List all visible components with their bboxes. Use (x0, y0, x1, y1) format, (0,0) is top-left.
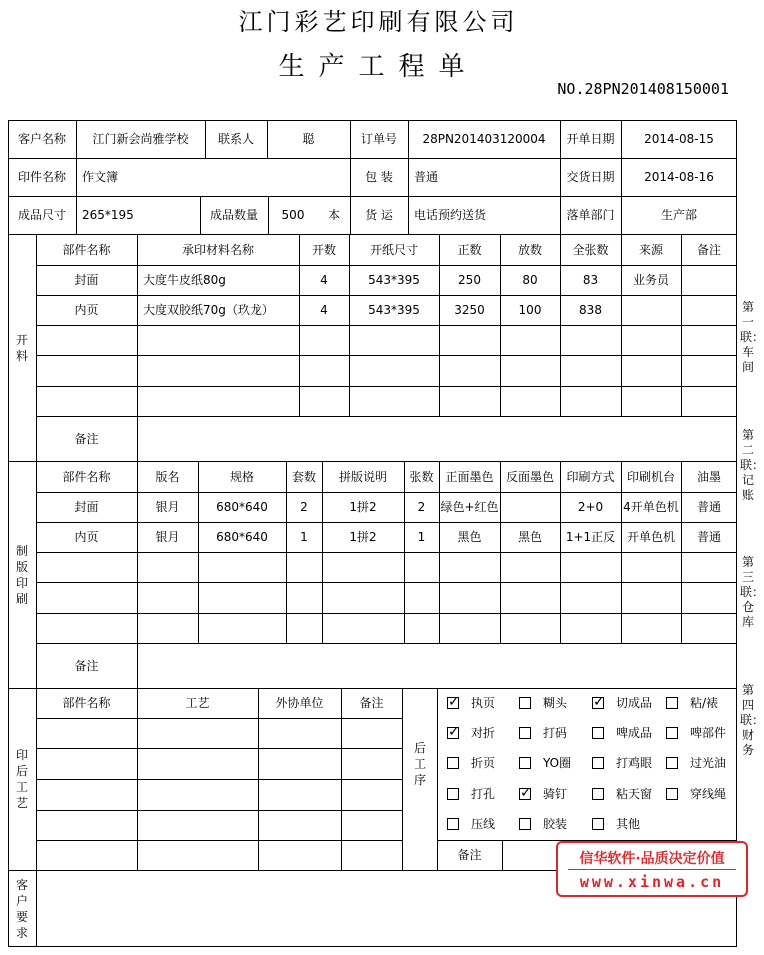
contact-value: 聪 (302, 132, 315, 146)
stamp-divider (568, 869, 736, 870)
open-date-label: 开单日期 (566, 132, 615, 146)
customer-value: 江门新会尚雅学校 (92, 132, 189, 146)
customer-label: 客户名称 (17, 132, 66, 146)
plate-cell: 2 (417, 499, 426, 514)
pack-value: 普通 (414, 170, 439, 184)
cutting-cell: 业务员 (632, 273, 669, 287)
grid-line (36, 613, 737, 614)
grid-line (36, 325, 737, 326)
cutting-cell: 100 (518, 303, 542, 317)
cutting-section-label: 开料 (15, 332, 28, 363)
item-label: 印件名称 (17, 170, 66, 184)
grid-line (36, 355, 737, 356)
qty-label: 成品数量 (209, 208, 258, 222)
cutting-cell: 3250 (454, 303, 485, 317)
document-title: 生产工程单 (278, 52, 479, 82)
copy-label: 第一联：车间 (740, 300, 764, 374)
cutting-remark-label: 备注 (74, 431, 99, 446)
checkbox-label: 啤部件 (690, 726, 727, 740)
plate-header-cell: 印刷方式 (566, 469, 615, 484)
pack-label: 包 装 (365, 170, 393, 184)
grid-line (36, 643, 737, 644)
cutting-cell: 838 (579, 303, 602, 317)
post-process-label: 后工序 (413, 741, 426, 787)
ship-label: 货 运 (365, 208, 393, 222)
post-header-cell: 备注 (359, 696, 384, 710)
plate-cell: 绿色+红色 (440, 499, 499, 514)
cutting-header-cell: 开纸尺寸 (369, 242, 418, 257)
qty-unit: 本 (327, 208, 340, 222)
delivery-date-label: 交货日期 (566, 170, 615, 184)
grid-line (36, 748, 402, 749)
cutting-cell: 4 (320, 303, 328, 317)
plate-cell (500, 492, 560, 522)
checkbox-骑钉[interactable] (519, 788, 531, 800)
plate-cell: 黑色 (517, 529, 542, 544)
cutting-header-cell: 备注 (696, 242, 721, 257)
customer-requirement-label: 客户要求 (15, 877, 28, 940)
cutting-header-cell: 开数 (311, 242, 336, 257)
plate-section-label: 制版印刷 (15, 543, 28, 606)
plate-header-cell: 版名 (155, 469, 180, 484)
checkbox-label: 打鸡眼 (616, 756, 653, 770)
plate-header-cell: 印刷机台 (626, 469, 675, 484)
checkbox-其他[interactable] (592, 818, 604, 830)
cutting-cell: 封面 (74, 273, 99, 287)
post-section-label: 印后工艺 (15, 748, 28, 810)
cutting-cell (681, 265, 737, 295)
watermark-stamp (556, 841, 748, 897)
checkbox-YO圈[interactable] (519, 757, 531, 769)
plate-cell: 普通 (696, 529, 721, 544)
plate-header-cell: 拼版说明 (338, 469, 387, 484)
checkbox-对折[interactable] (447, 727, 459, 739)
qty-value: 500 (281, 208, 305, 222)
plate-cell: 开单色机 (626, 529, 675, 544)
checkbox-label: YO圈 (543, 756, 572, 770)
cutting-cell: 大度双胶纸70g（玖龙） (143, 303, 274, 317)
grid-line (36, 840, 402, 841)
copy-label: 第四联：财务 (740, 683, 764, 757)
delivery-date-value: 2014-08-16 (644, 170, 714, 184)
checkbox-糊头[interactable] (519, 697, 531, 709)
grid-line (36, 810, 402, 811)
checkbox-执页[interactable] (447, 697, 459, 709)
grid-line (36, 416, 737, 417)
plate-header-cell: 张数 (409, 469, 434, 484)
company-name: 江门彩艺印刷有限公司 (238, 8, 519, 36)
grid-line (502, 840, 503, 870)
plate-header-cell: 正面墨色 (445, 469, 494, 484)
checkbox-穿线绳[interactable] (666, 788, 678, 800)
grid-line (36, 552, 737, 553)
checkbox-粘天窗[interactable] (592, 788, 604, 800)
grid-line (36, 870, 37, 947)
document-number: NO.28PN201408150001 (557, 80, 729, 98)
plate-cell: 1拼2 (349, 499, 377, 514)
plate-cell: 2 (300, 499, 308, 514)
plate-cell: 1 (417, 529, 426, 544)
checkbox-label: 过光油 (690, 756, 727, 770)
plate-cell: 黑色 (457, 529, 482, 544)
checkbox-label: 折页 (471, 756, 496, 770)
grid-line (36, 386, 737, 387)
checkbox-label: 执页 (471, 696, 496, 710)
plate-cell: 内页 (74, 529, 99, 544)
checkbox-label: 骑钉 (543, 787, 568, 801)
dept-label: 落单部门 (566, 208, 615, 222)
plate-cell: 封面 (74, 499, 99, 514)
cutting-cell: 4 (320, 273, 328, 287)
plate-header-cell: 部件名称 (62, 469, 111, 484)
cutting-cell: 80 (522, 273, 538, 287)
stamp-slogan: 信华软件·品质决定价值 (579, 851, 725, 867)
order-label: 订单号 (360, 132, 397, 146)
item-value: 作文簿 (82, 170, 119, 184)
checkbox-label: 压线 (471, 817, 496, 831)
checkbox-啤成品[interactable] (592, 727, 604, 739)
cutting-header-cell: 承印材料名称 (181, 242, 254, 257)
cutting-cell: 内页 (74, 303, 99, 317)
post-header-cell: 工艺 (185, 696, 210, 710)
checkbox-label: 打码 (543, 726, 568, 740)
cutting-cell (681, 295, 737, 325)
ship-value: 电话预约送货 (414, 208, 487, 222)
cutting-cell: 250 (458, 273, 481, 287)
checkbox-压线[interactable] (447, 818, 459, 830)
checkbox-粘/裱[interactable] (666, 697, 678, 709)
checkbox-label: 对折 (471, 726, 496, 740)
checkbox-label: 胶装 (543, 817, 568, 831)
plate-remark-label: 备注 (74, 658, 99, 673)
checkbox-折页[interactable] (447, 757, 459, 769)
checkbox-label: 切成品 (616, 696, 653, 710)
checkbox-label: 粘/裱 (690, 696, 719, 710)
post-remark-label: 备注 (457, 848, 482, 862)
grid-line (36, 779, 402, 780)
order-value: 28PN201403120004 (422, 132, 546, 146)
checkbox-啤部件[interactable] (666, 727, 678, 739)
checkbox-label: 粘天窗 (616, 787, 653, 801)
open-date-value: 2014-08-15 (644, 132, 714, 146)
grid-line (402, 688, 403, 870)
checkbox-胶装[interactable] (519, 818, 531, 830)
size-value: 265*195 (82, 208, 134, 222)
cutting-cell: 543*395 (368, 303, 420, 317)
cutting-header-cell: 来源 (638, 242, 663, 257)
plate-cell: 普通 (696, 499, 721, 514)
cutting-header-cell: 全张数 (572, 242, 609, 257)
checkbox-打鸡眼[interactable] (592, 757, 604, 769)
grid-line (137, 416, 138, 461)
checkbox-切成品[interactable] (592, 697, 604, 709)
stamp-url: www.xinwa.cn (579, 873, 725, 891)
cutting-header-cell: 部件名称 (62, 242, 111, 257)
grid-line (137, 643, 138, 688)
copy-label: 第二联：记账 (740, 428, 764, 502)
plate-header-cell: 规格 (229, 469, 254, 484)
cutting-header-cell: 放数 (517, 242, 542, 257)
post-header-cell: 外协单位 (275, 696, 324, 710)
post-header-cell: 部件名称 (62, 696, 111, 710)
copy-label: 第三联：仓库 (740, 555, 764, 629)
checkbox-label: 糊头 (543, 696, 568, 710)
checkbox-label: 啤成品 (616, 726, 653, 740)
plate-header-cell: 反面墨色 (505, 469, 554, 484)
plate-cell: 4开单色机 (623, 499, 679, 514)
plate-header-cell: 套数 (291, 469, 316, 484)
dept-value: 生产部 (660, 208, 697, 222)
checkbox-打孔[interactable] (447, 788, 459, 800)
cutting-cell: 83 (582, 273, 599, 287)
checkbox-label: 穿线绳 (690, 787, 727, 801)
plate-cell: 银月 (155, 499, 180, 514)
cutting-cell (621, 295, 681, 325)
cutting-header-cell: 正数 (457, 242, 482, 257)
size-label: 成品尺寸 (17, 208, 66, 222)
grid-line (36, 582, 737, 583)
plate-cell: 680*640 (216, 499, 268, 514)
contact-label: 联系人 (217, 132, 254, 146)
plate-cell: 1拼2 (349, 529, 377, 544)
cutting-cell: 大度牛皮纸80g (143, 273, 226, 287)
plate-cell: 1 (300, 529, 308, 544)
plate-cell: 银月 (155, 529, 180, 544)
checkbox-label: 其他 (616, 817, 641, 831)
checkbox-打码[interactable] (519, 727, 531, 739)
plate-cell: 1+1正反 (565, 529, 616, 544)
plate-header-cell: 油墨 (696, 469, 721, 484)
grid-line (36, 718, 402, 719)
plate-cell: 680*640 (216, 529, 268, 544)
checkbox-label: 打孔 (471, 787, 496, 801)
checkbox-过光油[interactable] (666, 757, 678, 769)
plate-cell: 2+0 (577, 499, 604, 514)
cutting-cell: 543*395 (368, 273, 420, 287)
